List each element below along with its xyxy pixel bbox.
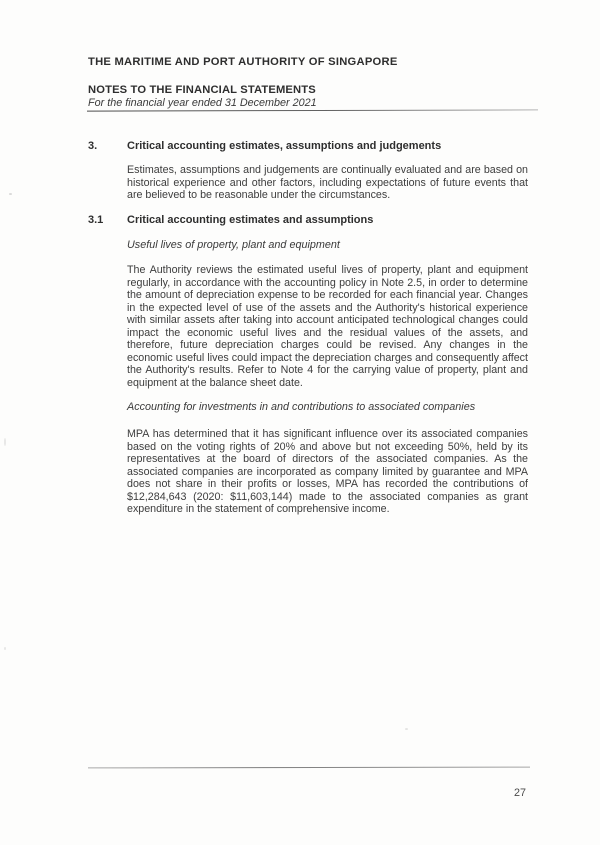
- section-3-paragraph: Estimates, assumptions and judgements are continually evaluated and are based on historical experience and other factors, including expectations of future events that are believed to be reasonable under the circumstances.: [127, 164, 528, 202]
- footer-rule: [88, 767, 530, 769]
- page-number: 27: [514, 787, 527, 799]
- reporting-period: For the financial year ended 31 December 2021: [88, 97, 317, 109]
- section-number: 3.1: [88, 214, 104, 226]
- associated-companies-paragraph: MPA has determined that it has significant influence over its associated companies based on the voting rights of 20% and above but not exceeding 50%, held by its representatives at the board of directors of the associated companies. As the associated companies are incorporated as company limited by guarantee and MPA does not share in their profits or losses, MPA has recorded the contributions of $12,284,643 (2020: $11,603,144) made to the associated companies as grant expenditure in the statement of comprehensive income.: [127, 428, 528, 516]
- section-3-1-heading: [88, 214, 373, 226]
- section-title: Critical accounting estimates, assumptions and judgements: [127, 140, 442, 152]
- section-number: 3.: [88, 140, 98, 152]
- section-title: Critical accounting estimates and assumptions: [127, 214, 374, 226]
- document-title: NOTES TO THE FINANCIAL STATEMENTS: [88, 84, 316, 96]
- header-rule: [87, 109, 538, 112]
- scan-speck: [4, 438, 6, 446]
- organization-name: THE MARITIME AND PORT AUTHORITY OF SINGAPORE: [88, 56, 398, 68]
- subsection-heading-associated-companies: Accounting for investments in and contributions to associated companies: [127, 401, 476, 413]
- scan-speck: [405, 728, 408, 730]
- useful-lives-paragraph: The Authority reviews the estimated useful lives of property, plant and equipment regularly, in accordance with the accounting policy in Note 2.5, in order to determine the amount of depreciation expense to be recorded for each financial year. Changes in the expected level of use of the assets and the Authority's historical experience with similar assets after taking into account anticipated technological changes could impact the economic useful lives and the residual values of the assets, and therefore, future depreciation charges could be revised. Any changes in the economic useful lives could impact the depreciation charges and consequently affect the Authority's results. Refer to Note 4 for the carrying value of property, plant and equipment at the balance sheet date.: [127, 264, 528, 389]
- scan-speck: [9, 193, 12, 195]
- subsection-heading-useful-lives: Useful lives of property, plant and equipment: [127, 239, 340, 251]
- scan-speck: [4, 647, 6, 650]
- section-3-heading: [88, 140, 441, 152]
